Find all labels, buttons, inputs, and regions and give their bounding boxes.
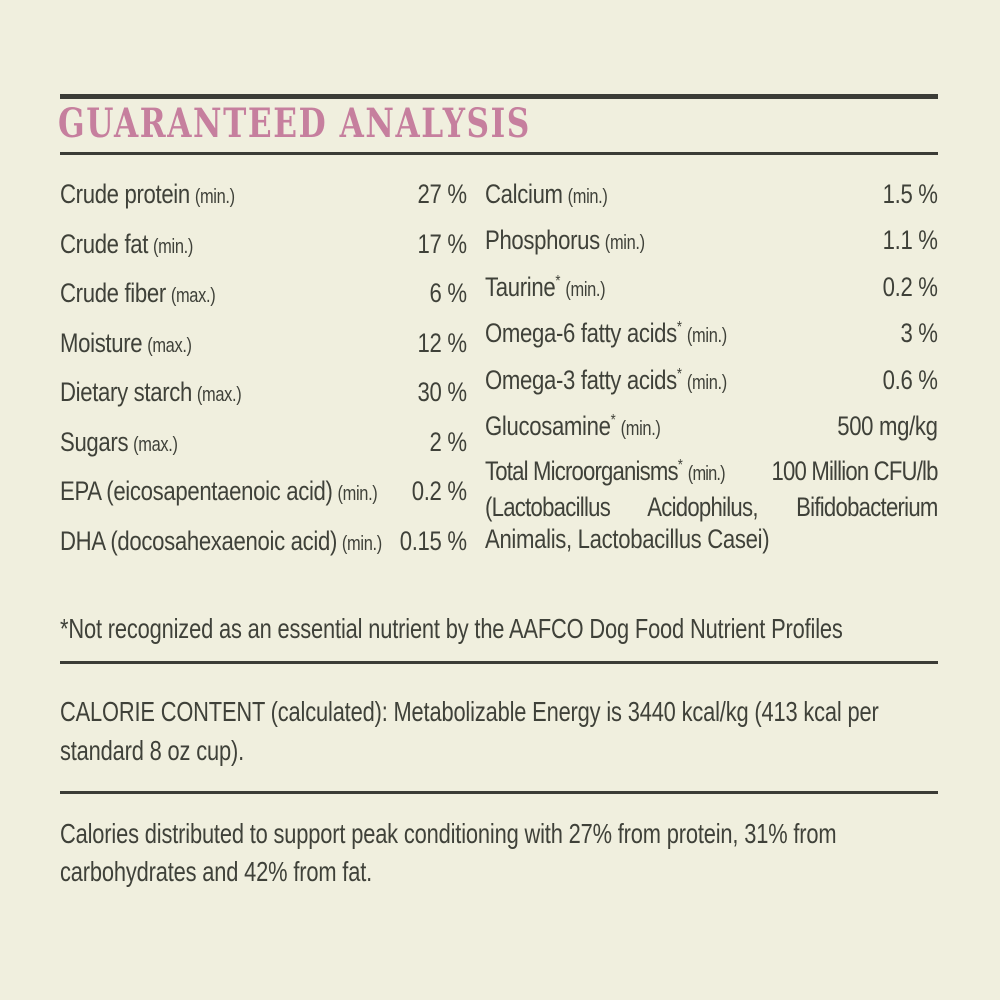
top-rule	[60, 94, 938, 99]
nutrient-value: 0.6 %	[882, 364, 938, 395]
microorganisms-species-line-2: Animalis, Lactobacillus Casei)	[485, 524, 770, 555]
nutrient-value: 12 %	[417, 327, 467, 358]
analysis-row	[60, 221, 467, 271]
nutrient-name: Dietary starch	[60, 377, 192, 407]
nutrient-label	[485, 359, 727, 405]
nutrient-value: 30 %	[417, 377, 467, 407]
nutrient-qualifier: (min.)	[194, 186, 235, 208]
nutrient-qualifier: (min.)	[567, 186, 608, 208]
nutrient-label	[485, 219, 645, 265]
analysis-row	[60, 320, 467, 370]
asterisk-marker: *	[676, 365, 683, 383]
nutrient-value: 6 %	[429, 278, 467, 308]
nutrient-qualifier: (min.)	[687, 463, 725, 486]
analysis-row	[485, 312, 938, 358]
nutrient-qualifier: (min.)	[620, 418, 661, 441]
analysis-row	[485, 359, 938, 405]
nutrient-qualifier: (max.)	[133, 433, 178, 456]
nutrient-qualifier: (max.)	[170, 285, 216, 307]
analysis-row	[60, 518, 467, 568]
right-column	[485, 173, 938, 556]
asterisk-marker: *	[677, 457, 683, 475]
analysis-row	[60, 171, 467, 221]
calorie-line-2: standard 8 oz cup).	[60, 735, 245, 766]
nutrient-value: 0.15 %	[399, 525, 467, 556]
nutrient-qualifier: (max.)	[196, 384, 242, 406]
analysis-row	[60, 369, 467, 419]
nutrient-name: Crude protein	[60, 179, 190, 209]
nutrient-label	[60, 518, 382, 568]
nutrient-qualifier: (max.)	[147, 334, 192, 357]
nutrient-name: DHA (docosahexaenoic acid)	[60, 525, 337, 556]
nutrient-qualifier: (min.)	[341, 532, 382, 555]
asterisk-marker: *	[610, 412, 616, 430]
nutrient-value: 100 Million CFU/lb	[771, 456, 938, 487]
nutrient-label	[60, 468, 377, 518]
nutrient-qualifier: (min.)	[565, 278, 606, 301]
nutrient-name: EPA (eicosapentaenoic acid)	[60, 476, 333, 506]
nutrient-value: 2 %	[429, 426, 467, 457]
calorie-content	[60, 692, 938, 770]
asterisk-marker: *	[676, 319, 683, 337]
nutrient-name: Glucosamine	[485, 411, 611, 442]
analysis-row	[485, 219, 938, 265]
nutrient-name: Omega-3 fatty acids	[485, 364, 677, 395]
nutrient-name: Moisture	[60, 327, 143, 358]
distribution-line-2: carbohydrates and 42% from fat.	[60, 856, 373, 887]
analysis-row	[60, 468, 467, 518]
calorie-distribution	[60, 815, 938, 891]
nutrient-label	[60, 320, 192, 370]
nutrient-value: 500 mg/kg	[837, 411, 938, 442]
nutrient-label	[485, 312, 727, 358]
nutrient-qualifier: (min.)	[686, 325, 727, 348]
nutrient-label	[485, 266, 605, 312]
nutrient-label	[60, 369, 241, 419]
calorie-separator-rule	[60, 791, 938, 794]
nutrient-qualifier: (min.)	[337, 483, 378, 505]
nutrient-value: 1.1 %	[882, 225, 938, 256]
nutrient-label	[60, 221, 193, 271]
footnote-line: *Not recognized as an essential nutrient by the AAFCO Dog Food Nutrient Profiles	[60, 613, 843, 644]
analysis-row	[60, 419, 467, 469]
nutrient-qualifier: (min.)	[686, 371, 727, 394]
nutrient-value: 27 %	[417, 179, 467, 209]
nutrient-label	[485, 455, 725, 491]
nutrient-qualifier: (min.)	[604, 232, 645, 255]
analysis-row	[485, 455, 938, 491]
analysis-row	[485, 405, 938, 451]
nutrient-name: Calcium	[485, 179, 563, 209]
total-microorganisms-block	[485, 455, 938, 556]
nutrient-name: Crude fat	[60, 228, 149, 259]
section-title: GUARANTEED ANALYSIS	[58, 100, 531, 147]
nutrient-value: 3 %	[900, 318, 938, 349]
nutrient-label	[485, 173, 608, 219]
nutrient-label	[60, 419, 178, 469]
nutrient-name: Total Microorganisms	[485, 456, 678, 487]
left-column	[60, 171, 467, 567]
nutrient-name: Taurine	[485, 271, 556, 302]
analysis-row	[485, 266, 938, 312]
nutrient-value: 0.2 %	[882, 271, 938, 302]
nutrient-value: 1.5 %	[882, 179, 938, 209]
asterisk-marker: *	[555, 272, 561, 290]
nutrient-value: 0.2 %	[411, 476, 467, 506]
aafco-footnote	[60, 612, 938, 646]
nutrient-value: 17 %	[417, 228, 467, 259]
calorie-line-1: CALORIE CONTENT (calculated): Metabolizable Energy is 3440 kcal/kg (413 kcal per	[60, 696, 879, 727]
nutrient-name: Phosphorus	[485, 225, 600, 256]
distribution-line-1: Calories distributed to support peak conditioning with 27% from protein, 31% from	[60, 818, 837, 849]
analysis-row	[485, 173, 938, 219]
nutrient-name: Sugars	[60, 426, 129, 457]
nutrient-label	[60, 171, 235, 221]
heading-underline-rule	[60, 152, 938, 155]
microorganisms-species-line-1: (Lactobacillus Acidophilus, Bifidobacterium	[485, 491, 938, 522]
analysis-row	[60, 270, 467, 320]
nutrient-name: Crude fiber	[60, 278, 166, 308]
footnote-separator-rule	[60, 661, 938, 664]
nutrient-qualifier: (min.)	[153, 235, 193, 258]
nutrient-name: Omega-6 fatty acids	[485, 318, 677, 349]
nutrient-label	[60, 270, 215, 320]
nutrient-label	[485, 405, 661, 451]
